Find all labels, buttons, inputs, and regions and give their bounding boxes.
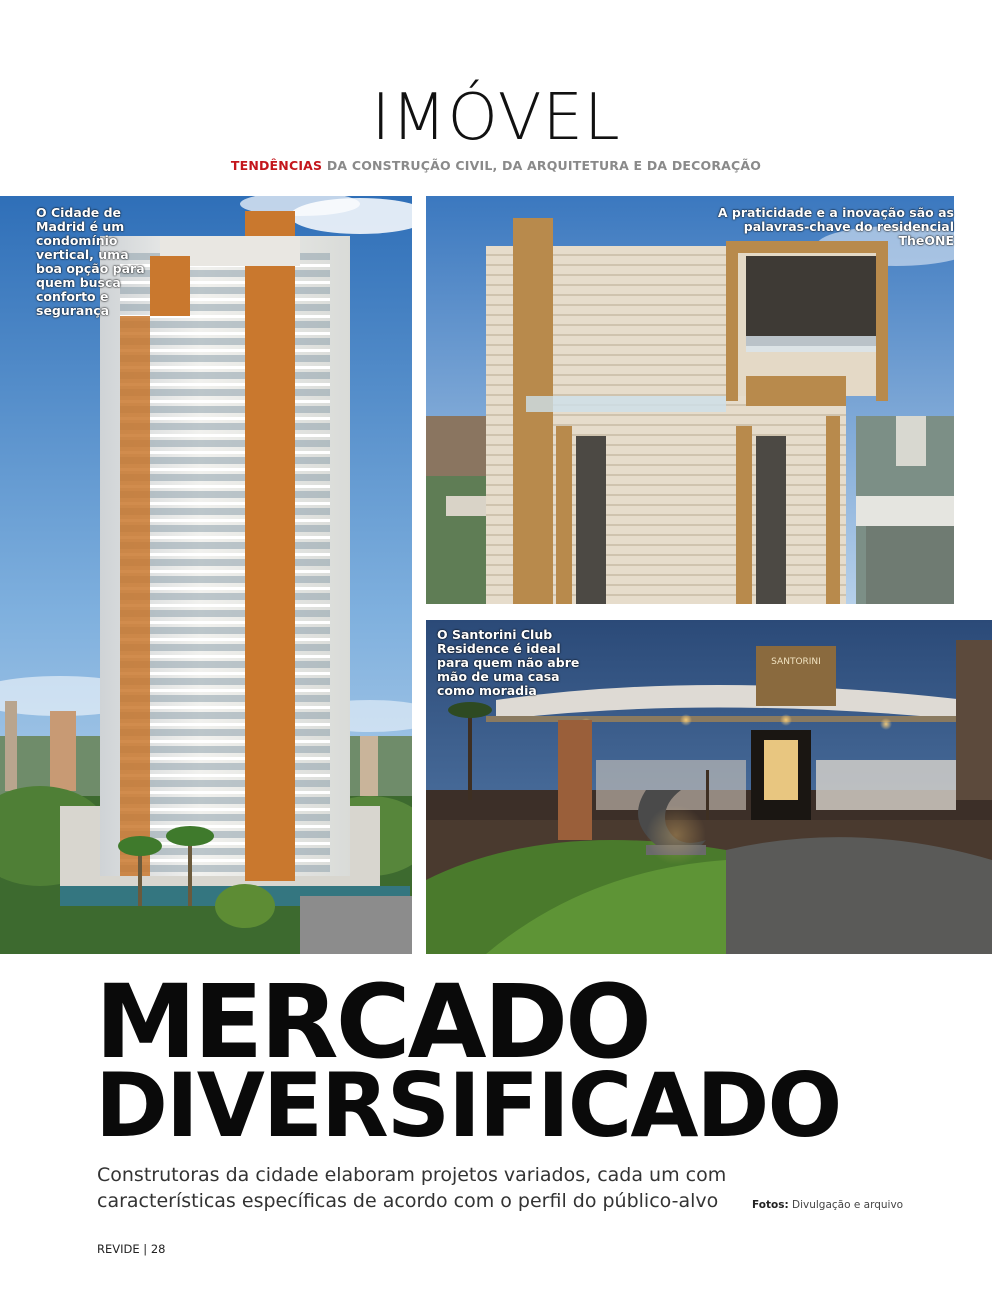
- caption-line: O Cidade de: [36, 205, 122, 220]
- headline-line-1: MERCADO: [95, 963, 649, 1082]
- headline-line-2: DIVERSIFICADO: [95, 1054, 841, 1157]
- article-deck: [97, 1162, 737, 1214]
- caption-theone: [700, 206, 954, 248]
- photo-credit-text: Divulgação e arquivo: [788, 1199, 904, 1211]
- caption-line: A praticidade e a inovação são as: [717, 205, 954, 220]
- caption-line: conforto e: [36, 289, 109, 304]
- caption-line: mão de uma casa: [437, 669, 560, 684]
- page-number: 28: [150, 1242, 166, 1256]
- folio-separator: |: [143, 1242, 148, 1256]
- section-subtitle-text: DA CONSTRUÇÃO CIVIL, DA ARQUITETURA E DA DECORAÇÃO: [322, 158, 762, 173]
- caption-line: segurança: [36, 303, 110, 318]
- section-subtitle-accent: TENDÊNCIAS: [230, 158, 323, 173]
- caption-line: para quem não abre: [437, 655, 580, 670]
- photo-credit: [752, 1199, 903, 1211]
- section-title: IMÓVEL: [371, 81, 621, 155]
- caption-line: quem busca: [36, 275, 121, 290]
- caption-santorini: [437, 628, 579, 698]
- caption-line: palavras-chave do residencial TheONE: [743, 219, 954, 248]
- santorini-sign-text: SANTORINI: [771, 657, 821, 667]
- caption-line: O Santorini Club: [437, 627, 553, 642]
- section-subtitle: [0, 158, 992, 173]
- caption-cidade-de-madrid: [36, 206, 145, 318]
- caption-line: Madrid é um: [36, 219, 125, 234]
- caption-line: vertical, uma: [36, 247, 129, 262]
- caption-line: Residence é ideal: [437, 641, 561, 656]
- deck-line: características específicas de acordo com o perfil do público-alvo: [97, 1190, 719, 1212]
- deck-line: Construtoras da cidade elaboram projetos variados, cada um com: [97, 1164, 727, 1186]
- page-folio: [97, 1242, 165, 1256]
- magazine-name: REVIDE: [97, 1242, 140, 1256]
- photo-credit-label: Fotos:: [752, 1199, 789, 1211]
- photo-theone: [426, 196, 954, 604]
- caption-line: condomínio: [36, 233, 118, 248]
- caption-line: como moradia: [437, 683, 537, 698]
- caption-line: boa opção para: [36, 261, 145, 276]
